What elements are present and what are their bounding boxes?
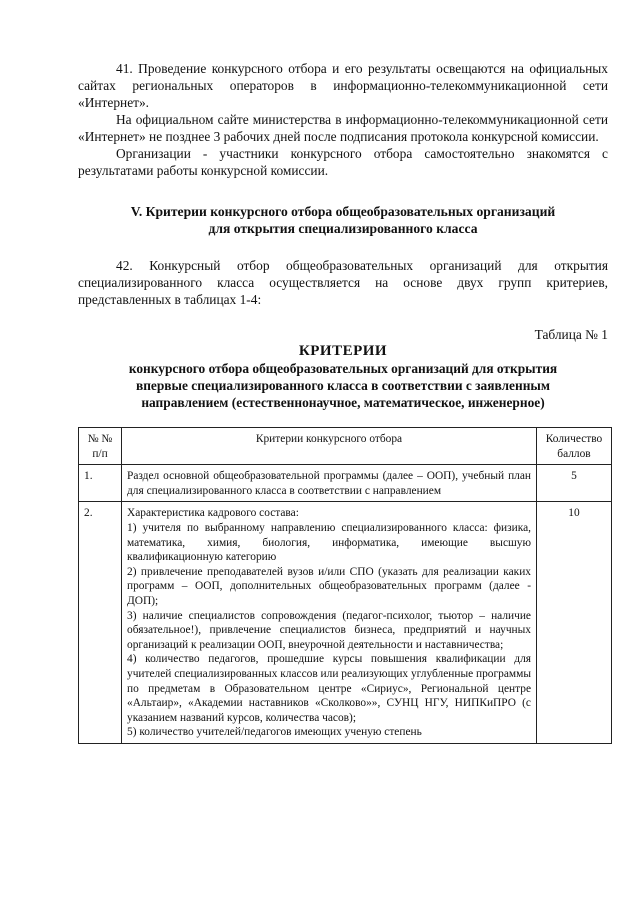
criteria-line: Характеристика кадрового состава: (127, 507, 299, 520)
row-criteria (122, 502, 537, 744)
criteria-line: 2) привлечение преподавателей вузов и/или СПО (указать для реализации каких программ – ООП, дополнительных общеобразовательных программ (далее - ДОП); (127, 565, 531, 607)
row-num: 1. (79, 465, 122, 502)
criteria-title-line3: впервые специализированного класса в соответствии с заявленным (135, 378, 551, 393)
row-score: 5 (537, 465, 612, 502)
criteria-title-line4: направлением (естественнонаучное, математическое, инженерное) (141, 395, 545, 410)
row-num: 2. (79, 502, 122, 744)
paragraph-41-a: 41. Проведение конкурсного отбора и его результаты освещаются на официальных сайтах региональных операторов в информационно-телекоммуникационной сети «Интернет». (78, 61, 608, 110)
row-criteria (122, 465, 537, 502)
criteria-table (78, 427, 612, 744)
header-criteria: Критерии конкурсного отбора (122, 428, 537, 465)
criteria-line: Раздел основной общеобразовательной программы (далее – ООП), учебный план для специализированного класса в соответствии с направлением (127, 470, 531, 497)
criteria-title (78, 343, 608, 411)
table-row (79, 465, 612, 502)
section-heading (78, 203, 608, 237)
paragraph-41-b: На официальном сайте министерства в информационно-телекоммуникационной сети «Интернет» не позднее 3 рабочих дней после подписания протокола конкурсной комиссии. (78, 112, 608, 144)
section-heading-line1: V. Критерии конкурсного отбора общеобразовательных организаций (130, 204, 556, 219)
table-label: Таблица № 1 (534, 327, 608, 342)
criteria-line: 4) количество педагогов, прошедшие курсы повышения квалификации для учителей специализированных классов или реализующих углубленные программы по предметам в Образовательном центре «Сириус», Региональной центре «Альтаир», «Академии наставников «Сколково»», СУНЦ НГУ, НИПКиПРО (с указанием названий курсов, количества часов); (127, 653, 531, 724)
criteria-line: 1) учителя по выбранному направлению специализированного класса: физика, математика, химия, биология, информатика, имеющие высшую квалификационную категорию (127, 521, 531, 564)
table-header-row (79, 428, 612, 465)
paragraph-41-c: Организации - участники конкурсного отбора самостоятельно знакомятся с результатами работы конкурсной комиссии. (78, 146, 608, 178)
criteria-line: 5) количество учителей/педагогов имеющих ученую степень (127, 726, 422, 739)
criteria-line: 3) наличие специалистов сопровождения (педагог-психолог, тьютор – наличие обязательное!), привлечение специалистов бизнеса, предприятий и научных организаций к реализации ООП, внеурочной деятельности и наставничества; (127, 609, 531, 651)
criteria-title-line1: КРИТЕРИИ (298, 343, 388, 359)
section-heading-line2: для открытия специализированного класса (208, 221, 478, 236)
header-num: № № п/п (79, 428, 122, 465)
table-row (79, 502, 612, 744)
criteria-title-line2: конкурсного отбора общеобразовательных организаций для открытия (128, 361, 558, 376)
row-score: 10 (537, 502, 612, 744)
paragraph-42: 42. Конкурсный отбор общеобразовательных организаций для открытия специализированного класса осуществляется на основе двух групп критериев, представленных в таблицах 1-4: (78, 258, 608, 307)
header-score: Количество баллов (537, 428, 612, 465)
